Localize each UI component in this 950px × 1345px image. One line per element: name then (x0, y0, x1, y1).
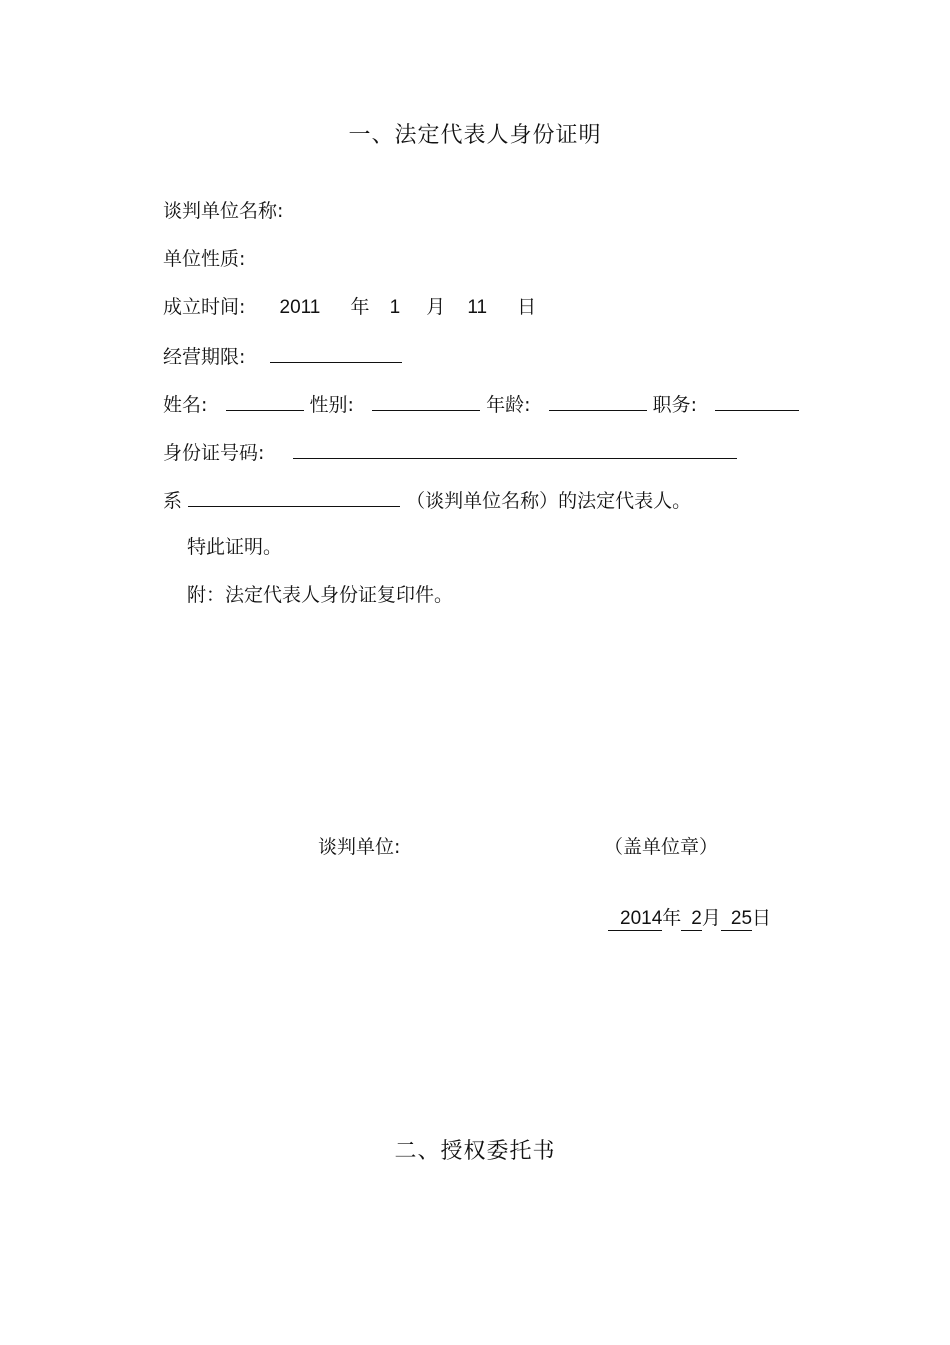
name-label: 姓名: (163, 394, 208, 416)
certify-row (187, 534, 282, 560)
gender-label: 性别: (309, 394, 354, 416)
is-prefix: 系 (163, 490, 183, 512)
established-day: 11 (467, 297, 488, 318)
signer-label: 谈判单位: (318, 836, 401, 858)
certify-text: 特此证明。 (187, 536, 283, 558)
position-label: 职务: (652, 394, 698, 416)
representative-row (163, 486, 691, 514)
sign-date-day-unit: 日 (752, 907, 772, 929)
unit-nature-label: 单位性质: (163, 248, 246, 270)
name-blank (226, 390, 304, 411)
term-blank (270, 342, 402, 363)
established-label: 成立时间: (163, 296, 246, 318)
sign-date-month-unit: 月 (701, 907, 721, 929)
unit-name-row (163, 198, 283, 224)
unit-name-blank (188, 486, 400, 507)
seal-text: （盖单位章） (604, 836, 719, 858)
attachment-text: 附：法定代表人身份证复印件。 (187, 584, 454, 606)
established-year: 2011 (279, 297, 321, 318)
unit-name-label: 谈判单位名称: (163, 200, 284, 222)
gender-blank (372, 390, 480, 411)
established-year-unit: 年 (350, 296, 370, 318)
attachment-row (187, 582, 453, 608)
established-day-unit: 日 (517, 296, 537, 318)
term-row (163, 342, 402, 370)
position-blank (715, 390, 799, 411)
personal-row (163, 390, 799, 418)
section1-title: 一、法定代表人身份证明 (348, 123, 602, 148)
sign-date-day: 25 (721, 908, 752, 931)
age-blank (549, 390, 647, 411)
established-month: 1 (389, 297, 401, 318)
term-label: 经营期限: (163, 346, 246, 368)
id-row (163, 438, 737, 466)
section2-title: 二、授权委托书 (394, 1139, 556, 1164)
sign-date-year: 2014 (608, 908, 662, 931)
sign-date-year-unit: 年 (662, 907, 682, 929)
id-blank (293, 438, 737, 459)
age-label: 年龄: (486, 394, 531, 416)
established-month-unit: 月 (426, 296, 446, 318)
seal-row (604, 834, 718, 860)
is-suffix: （谈判单位名称）的法定代表人。 (406, 490, 692, 512)
unit-nature-row (163, 246, 245, 272)
id-label: 身份证号码: (163, 442, 265, 464)
sign-date-row (608, 905, 771, 931)
signer-row (318, 834, 400, 860)
established-row (163, 294, 536, 321)
sign-date-month: 2 (681, 908, 702, 931)
